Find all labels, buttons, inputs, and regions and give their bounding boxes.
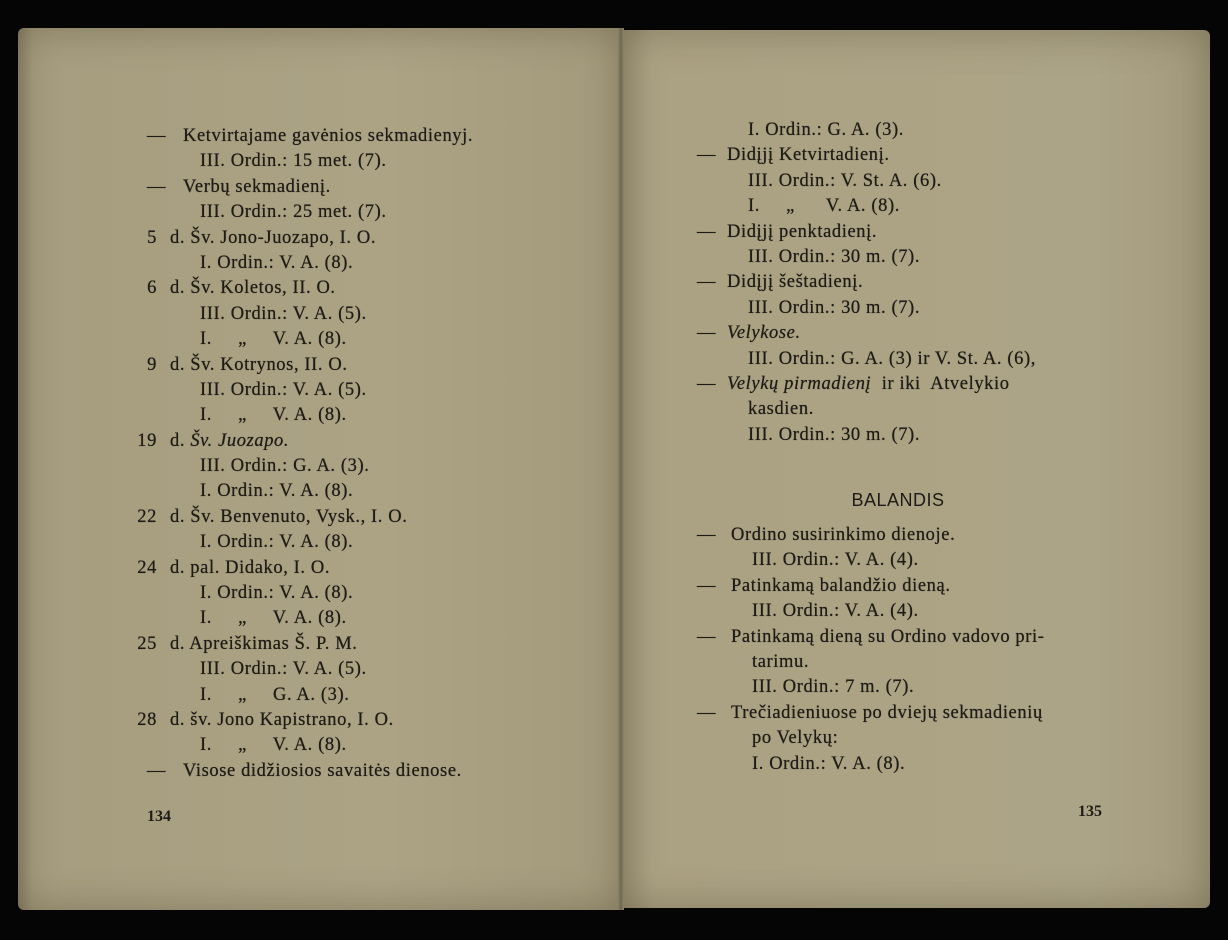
- text-line: [147, 124, 473, 149]
- line-text: tarimu.: [752, 651, 810, 672]
- dash-marker: —: [697, 145, 717, 166]
- day-number: 25: [137, 633, 157, 654]
- dash-marker: —: [697, 626, 717, 647]
- text-line: [697, 270, 1036, 295]
- right-page-section-text: [697, 523, 1045, 777]
- page-number-left: 134: [147, 808, 171, 825]
- text-line: [147, 581, 473, 606]
- text-line: [137, 708, 473, 733]
- text-line: [697, 118, 1036, 143]
- line-text: po Velykų:: [752, 728, 839, 749]
- line-text: Ketvirtajame gavėnios sekmadienyj.: [183, 126, 474, 146]
- text-line: [697, 726, 1045, 751]
- line-text: III. Ordin.: V. St. A. (6).: [748, 170, 942, 191]
- line-text: III. Ordin.: V. A. (4).: [752, 601, 919, 622]
- text-line: [697, 752, 1045, 777]
- text-line: [147, 353, 473, 378]
- line-text: III. Ordin.: 30 m. (7).: [748, 246, 921, 267]
- line-text: Patinkamą balandžio dieną.: [731, 575, 951, 596]
- line-text: III. Ordin.: V. A. (5).: [200, 303, 367, 324]
- text-line: [697, 143, 1036, 168]
- text-line: [697, 625, 1045, 650]
- italic-text: Šv. Juozapo.: [190, 430, 290, 451]
- line-text: III. Ordin.: 15 met. (7).: [200, 151, 387, 172]
- line-text: Visose didžiosios savaitės dienose.: [183, 760, 462, 781]
- dash-marker: —: [147, 126, 167, 146]
- line-text: I. „ V. A. (8).: [748, 196, 900, 217]
- text-line: [697, 650, 1045, 675]
- text-line: [137, 505, 473, 530]
- text-line: [147, 200, 473, 225]
- text-line: [697, 397, 1036, 422]
- text-line: [147, 175, 473, 200]
- day-number: 24: [137, 557, 157, 578]
- text-line: [697, 701, 1045, 726]
- text-line: [147, 733, 473, 758]
- line-text: III. Ordin.: V. A. (5).: [200, 379, 367, 400]
- line-text: d. pal. Didako, I. O.: [170, 557, 331, 578]
- day-number: 22: [137, 506, 157, 527]
- dash-marker: —: [697, 702, 717, 723]
- text-line: [697, 372, 1036, 397]
- text-line: [697, 675, 1045, 700]
- text-line: [137, 632, 473, 657]
- line-text: d. Apreiškimas Š. P. M.: [170, 633, 358, 654]
- text-line: [697, 599, 1045, 624]
- italic-text: Velykose.: [727, 323, 801, 344]
- day-number: 28: [137, 709, 157, 730]
- text-line: [697, 321, 1036, 346]
- line-text: Ordino susirinkimo dienoje.: [731, 525, 956, 545]
- line-text: Didįjį šeštadienį.: [727, 272, 864, 293]
- line-text: I. Ordin.: G. A. (3).: [748, 120, 904, 140]
- line-text: Trečiadieniuose po dviejų sekmadienių: [731, 702, 1043, 723]
- dash-marker: —: [697, 221, 717, 242]
- dash-marker: —: [697, 323, 717, 344]
- text-line: [697, 296, 1036, 321]
- line-text: Didįjį Ketvirtadienį.: [727, 145, 890, 166]
- text-line: [137, 556, 473, 581]
- line-text: Patinkamą dieną su Ordino vadovo pri-: [731, 626, 1045, 647]
- line-text: I. „ V. A. (8).: [200, 735, 347, 756]
- text-line: [697, 169, 1036, 194]
- text-line: [147, 251, 473, 276]
- line-text: Didįjį penktadienį.: [727, 221, 878, 242]
- section-heading: BALANDIS: [851, 490, 945, 510]
- dash-marker: —: [697, 272, 717, 293]
- dash-marker: —: [697, 373, 717, 394]
- line-text: III. Ordin.: 7 m. (7).: [752, 677, 915, 698]
- text-line: [697, 220, 1036, 245]
- line-text: d. šv. Jono Kapistrano, I. O.: [170, 709, 394, 730]
- day-number: 19: [137, 430, 157, 451]
- day-number: 6: [147, 278, 157, 299]
- text-line: [147, 657, 473, 682]
- line-text: III. Ordin.: 25 met. (7).: [200, 202, 387, 223]
- text-line: [697, 347, 1036, 372]
- book-gutter: [618, 28, 624, 910]
- line-text: d. Šv. Benvenuto, Vysk., I. O.: [170, 506, 408, 527]
- text-line: [697, 245, 1036, 270]
- line-text: I. „ V. A. (8).: [200, 608, 347, 629]
- line-text: kasdien.: [748, 399, 814, 420]
- text-line: [147, 327, 473, 352]
- text-line: [147, 226, 473, 251]
- line-text: I. „ V. A. (8).: [200, 405, 347, 426]
- text-line: [697, 548, 1045, 573]
- day-number: 9: [147, 354, 157, 375]
- text-line: [147, 149, 473, 174]
- line-text: I. Ordin.: V. A. (8).: [200, 583, 354, 604]
- line-text: I. Ordin.: V. A. (8).: [200, 252, 354, 273]
- line-text: III. Ordin.: V. A. (4).: [752, 550, 919, 571]
- text-line: [147, 530, 473, 555]
- right-page-text: [697, 118, 1036, 448]
- text-line: [697, 423, 1036, 448]
- dash-marker: —: [697, 525, 717, 545]
- line-text: d.: [170, 430, 191, 451]
- line-text: I. Ordin.: V. A. (8).: [200, 532, 354, 553]
- left-page-text: [137, 124, 474, 784]
- dash-marker: —: [147, 760, 167, 781]
- text-line: [137, 429, 473, 454]
- line-text: d. Šv. Kotrynos, II. O.: [170, 354, 348, 375]
- text-line: [147, 276, 473, 301]
- line-text: III. Ordin.: G. A. (3).: [200, 456, 370, 477]
- text-line: [697, 194, 1036, 219]
- text-line: [147, 759, 473, 784]
- text-line: [147, 606, 473, 631]
- line-text: III. Ordin.: 30 m. (7).: [748, 424, 921, 445]
- dash-marker: —: [697, 575, 717, 596]
- line-text: I. Ordin.: V. A. (8).: [752, 753, 906, 774]
- text-line: [147, 302, 473, 327]
- line-text: III. Ordin.: G. A. (3) ir V. St. A. (6),: [748, 348, 1036, 369]
- text-line: [147, 403, 473, 428]
- text-line: [697, 574, 1045, 599]
- text-line: [697, 523, 1045, 548]
- text-line: [147, 454, 473, 479]
- italic-text: Velykų pirmadienį: [727, 373, 872, 394]
- text-line: [147, 683, 473, 708]
- text-line: [147, 378, 473, 403]
- line-text: III. Ordin.: V. A. (5).: [200, 659, 367, 680]
- line-text: d. Šv. Koletos, II. O.: [170, 278, 336, 299]
- line-text: III. Ordin.: 30 m. (7).: [748, 297, 921, 318]
- line-text: I. Ordin.: V. A. (8).: [200, 481, 354, 502]
- line-text: ir iki Atvelykio: [871, 373, 1010, 394]
- line-text: I. „ V. A. (8).: [200, 329, 347, 350]
- day-number: 5: [147, 227, 157, 248]
- dash-marker: —: [147, 176, 167, 197]
- page-number-right: 135: [1078, 803, 1102, 820]
- line-text: Verbų sekmadienį.: [183, 176, 331, 197]
- line-text: d. Šv. Jono-Juozapo, I. O.: [170, 227, 377, 248]
- line-text: I. „ G. A. (3).: [200, 684, 350, 705]
- text-line: [147, 479, 473, 504]
